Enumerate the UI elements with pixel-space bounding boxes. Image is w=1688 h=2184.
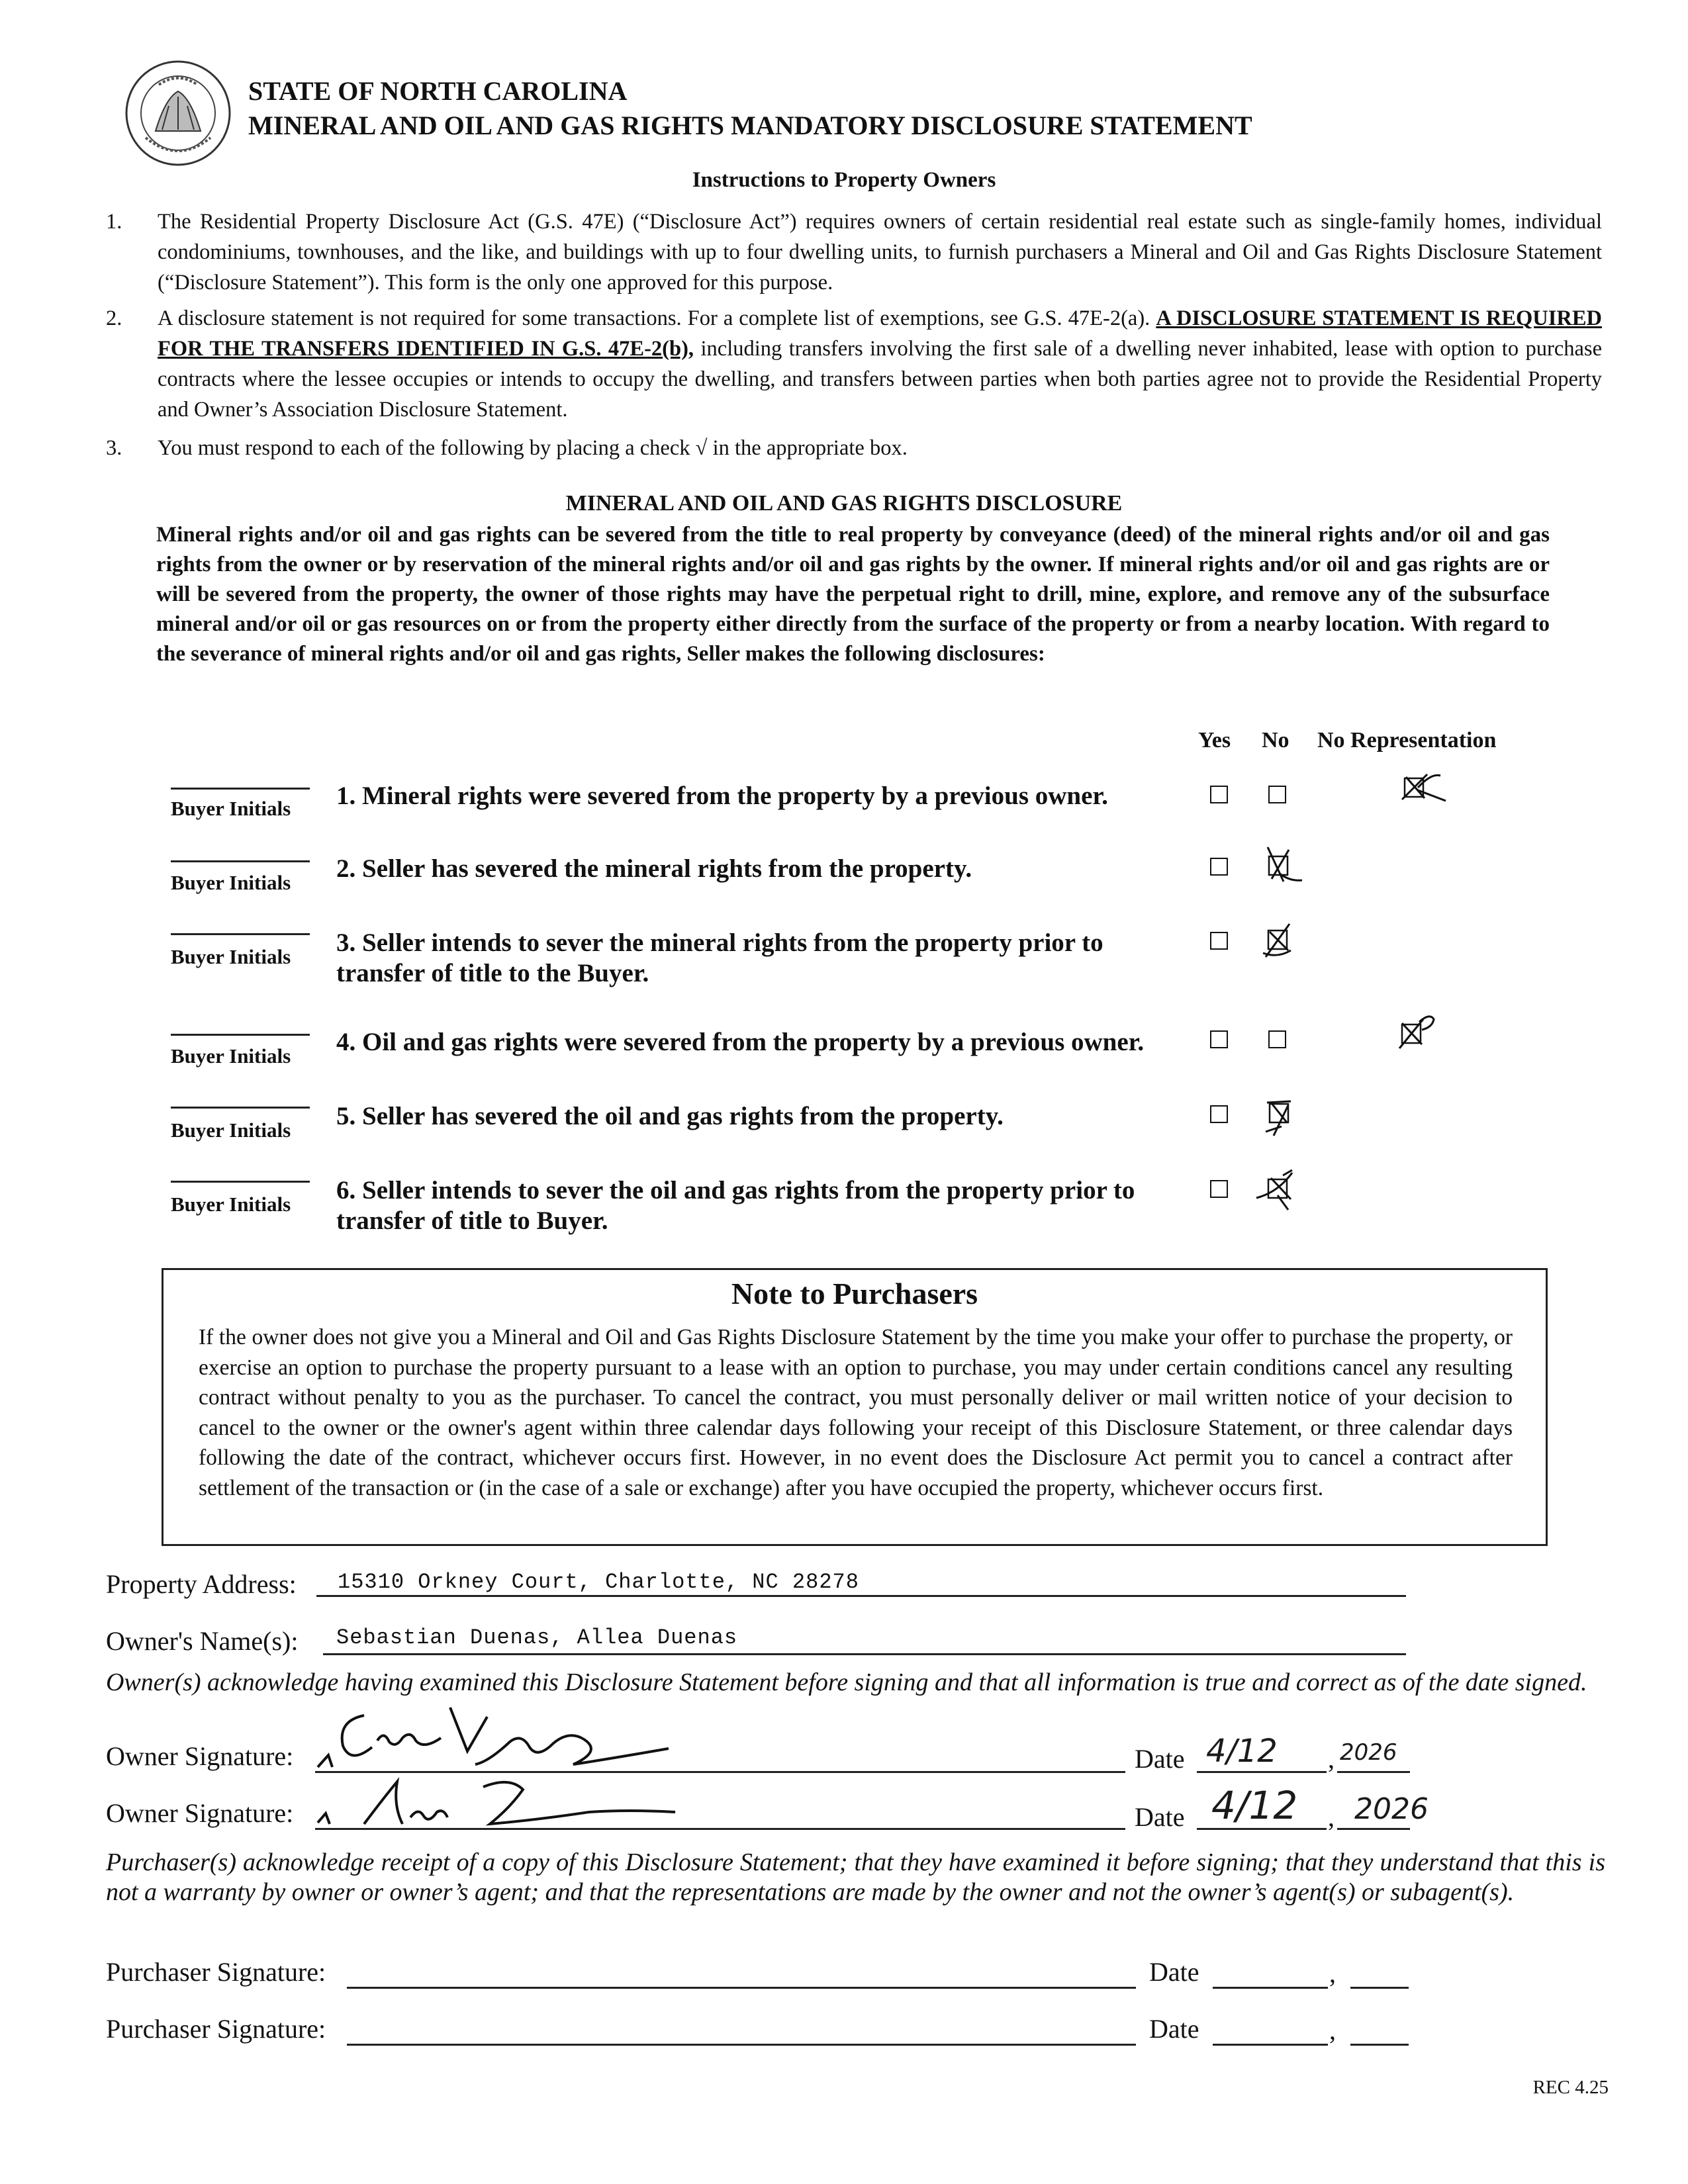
- column-no: No: [1262, 728, 1289, 752]
- owner-date-handwritten: 4/12: [1206, 1733, 1278, 1770]
- column-no-representation: No Representation: [1317, 728, 1497, 752]
- checkbox-yes[interactable]: [1210, 858, 1228, 876]
- owner-signature-1: [311, 1701, 682, 1774]
- handwritten-check-no-representation[interactable]: [1393, 1010, 1446, 1063]
- purchaser-date-label: Date: [1149, 1957, 1199, 1987]
- purchaser-date-label: Date: [1149, 2014, 1199, 2044]
- date-comma: ,: [1328, 1802, 1335, 1832]
- checkbox-yes[interactable]: [1210, 786, 1228, 803]
- owner-year-handwritten: 2026: [1340, 1739, 1397, 1766]
- header-title: MINERAL AND OIL AND GAS RIGHTS MANDATORY DISCLOSURE STATEMENT: [248, 111, 1252, 140]
- buyer-initials-line[interactable]: [171, 1034, 310, 1036]
- handwritten-check-no[interactable]: [1261, 842, 1314, 895]
- owners-name-label: Owner's Name(s):: [106, 1626, 299, 1656]
- instruction-number: 3.: [106, 436, 122, 460]
- owner-date-line[interactable]: [1197, 1771, 1327, 1773]
- purchaser-date-line[interactable]: [1213, 1987, 1328, 1989]
- owner-signature-label: Owner Signature:: [106, 1798, 294, 1828]
- owners-name-field[interactable]: Sebastian Duenas, Allea Duenas: [336, 1625, 738, 1650]
- checkbox-no[interactable]: [1268, 786, 1286, 803]
- note-text: If the owner does not give you a Mineral and Oil and Gas Rights Disclosure Statement by the time you make your offer to purchase the property, or exercise an option to purchase the property pursuant to a lease with an option to purchase, you may under certain conditions cancel any resulting contract without penalty to you as the purchaser. To cancel the contract, you must personally deliver or mail written notice of your decision to cancel to the owner or the owner's agent within three calendar days following your receipt of this Disclosure Statement, or three calendar days following the date of the contract, whichever occurs first. However, in no event does the Disclosure Act permit you to cancel a contract after settlement of the transaction or (in the case of a sale or exchange) after you have occupied the property, whichever occurs first.: [199, 1325, 1513, 1500]
- owner-date-handwritten: 4/12: [1211, 1783, 1298, 1828]
- instructions-heading: Instructions to Property Owners: [692, 168, 996, 192]
- checkbox-yes[interactable]: [1210, 1105, 1228, 1123]
- owner-acknowledgement: Owner(s) acknowledge having examined this Disclosure Statement before signing and that all information is true and correct as of the date signed.: [106, 1668, 1587, 1696]
- date-comma: ,: [1329, 2015, 1336, 2045]
- buyer-initials-line[interactable]: [171, 1181, 310, 1183]
- buyer-initials-label: Buyer Initials: [171, 945, 291, 968]
- column-yes: Yes: [1198, 728, 1231, 752]
- form-code: REC 4.25: [1532, 2077, 1609, 2098]
- instruction-required-notice: A DISCLOSURE STATEMENT IS REQUIRED FOR THE TRANSFERS IDENTIFIED IN G.S. 47E-2(b),: [158, 306, 1603, 361]
- question-4: 4. Oil and gas rights were severed from the property by a previous owner.: [336, 1028, 1145, 1056]
- instruction-text-part: including transfers involving the first sale of a dwelling never inhabited, lease with option to purchase contracts where the lessee occupies or intends to occupy the dwelling, and transfers between parties when both parties agree not to provide the Residential Property and Owner’s Association Disclosure Statement.: [158, 337, 1603, 422]
- instruction-text: [158, 303, 1602, 425]
- buyer-initials-label: Buyer Initials: [171, 1193, 291, 1216]
- instruction-number: 1.: [106, 210, 122, 234]
- handwritten-check-no-representation[interactable]: [1398, 768, 1451, 821]
- date-comma: ,: [1329, 1958, 1336, 1988]
- owner-signature-label: Owner Signature:: [106, 1741, 294, 1771]
- buyer-initials-label: Buyer Initials: [171, 871, 291, 894]
- buyer-initials-label: Buyer Initials: [171, 797, 291, 820]
- purchaser-date-line[interactable]: [1213, 2044, 1328, 2046]
- handwritten-check-no[interactable]: [1258, 1093, 1311, 1146]
- checkbox-yes[interactable]: [1210, 1180, 1228, 1198]
- state-seal: [119, 58, 237, 168]
- instruction-text-part: A disclosure statement is not required for some transactions. For a complete list of exemptions, see G.S. 47E-2(a).: [158, 306, 1150, 330]
- buyer-initials-line[interactable]: [171, 788, 310, 790]
- question-6: 6. Seller intends to sever the oil and gas rights from the property prior to transfer of title to Buyer.: [336, 1176, 1135, 1235]
- header-state: STATE OF NORTH CAROLINA: [248, 76, 628, 106]
- purchaser-acknowledgement: Purchaser(s) acknowledge receipt of a copy of this Disclosure Statement; that they have examined it before signing; that they understand that this is not a warranty by owner or owner’s agent; and that the representations are made by the owner and not the owner’s agent(s) or subagent(s).: [106, 1848, 1605, 1906]
- owner-date-line[interactable]: [1197, 1828, 1327, 1830]
- instruction-text: The Residential Property Disclosure Act (G.S. 47E) (“Disclosure Act”) requires owners of certain residential real estate such as single-family homes, individual condominiums, townhouses, and the like, and buildings with up to four dwelling units, to furnish purchasers a Mineral and Oil and Gas Rights Disclosure Statement (“Disclosure Statement”). This form is the only one approved for this purpose.: [158, 210, 1602, 295]
- property-address-line: [316, 1595, 1406, 1597]
- checkbox-yes[interactable]: [1210, 932, 1228, 950]
- buyer-initials-line[interactable]: [171, 1107, 310, 1109]
- instruction-item-1: [106, 206, 1602, 298]
- question-2: 2. Seller has severed the mineral rights from the property.: [336, 854, 972, 883]
- instruction-item-3: [106, 433, 1602, 463]
- purchaser-signature-label: Purchaser Signature:: [106, 1957, 326, 1987]
- buyer-initials-label: Buyer Initials: [171, 1118, 291, 1142]
- instruction-item-2: [106, 303, 1602, 425]
- checkbox-yes[interactable]: [1210, 1030, 1228, 1048]
- note-title: Note to Purchasers: [731, 1277, 978, 1310]
- owner-year-line[interactable]: [1337, 1828, 1410, 1830]
- purchaser-signature-label: Purchaser Signature:: [106, 2014, 326, 2044]
- owners-name-line: [323, 1653, 1406, 1655]
- buyer-initials-label: Buyer Initials: [171, 1044, 291, 1068]
- disclosure-heading: MINERAL AND OIL AND GAS RIGHTS DISCLOSURE: [565, 491, 1123, 516]
- question-5: 5. Seller has severed the oil and gas rights from the property.: [336, 1102, 1004, 1130]
- owner-year-line[interactable]: [1337, 1771, 1410, 1773]
- disclosure-paragraph: Mineral rights and/or oil and gas rights can be severed from the title to real property by conveyance (deed) of the mineral rights and/or oil and gas rights from the owner or by reservation of the mineral rights and/or oil and gas rights by the owner. If mineral rights and/or oil and gas rights are or will be severed from the property, the owner of those rights may have the perpetual right to drill, mine, explore, and remove any of the subsurface mineral and/or oil or gas resources on or from the property either directly from the surface of the property or from a nearby location. With regard to the severance of mineral rights and/or oil and gas rights, Seller makes the following disclosures:: [156, 523, 1550, 666]
- date-comma: ,: [1328, 1744, 1335, 1774]
- handwritten-check-no[interactable]: [1251, 1165, 1304, 1218]
- checkbox-no[interactable]: [1268, 1030, 1286, 1048]
- question-3: 3. Seller intends to sever the mineral rights from the property prior to transfer of title to the Buyer.: [336, 929, 1103, 987]
- purchaser-year-line[interactable]: [1350, 2044, 1409, 2046]
- buyer-initials-line[interactable]: [171, 860, 310, 862]
- question-1: 1. Mineral rights were severed from the property by a previous owner.: [336, 782, 1108, 810]
- handwritten-check-no[interactable]: [1258, 917, 1311, 970]
- owner-year-handwritten: 2026: [1354, 1792, 1429, 1826]
- owner-date-label: Date: [1135, 1802, 1185, 1832]
- instruction-text: You must respond to each of the following by placing a check √ in the appropriate box.: [158, 436, 908, 460]
- purchaser-signature-line[interactable]: [347, 2044, 1136, 2046]
- instruction-number: 2.: [106, 306, 122, 330]
- purchaser-signature-line[interactable]: [347, 1987, 1136, 1989]
- owner-signature-2: [311, 1774, 682, 1833]
- property-address-field[interactable]: 15310 Orkney Court, Charlotte, NC 28278: [338, 1570, 859, 1594]
- purchaser-year-line[interactable]: [1350, 1987, 1409, 1989]
- owner-date-label: Date: [1135, 1744, 1185, 1774]
- property-address-label: Property Address:: [106, 1569, 297, 1599]
- buyer-initials-line[interactable]: [171, 933, 310, 935]
